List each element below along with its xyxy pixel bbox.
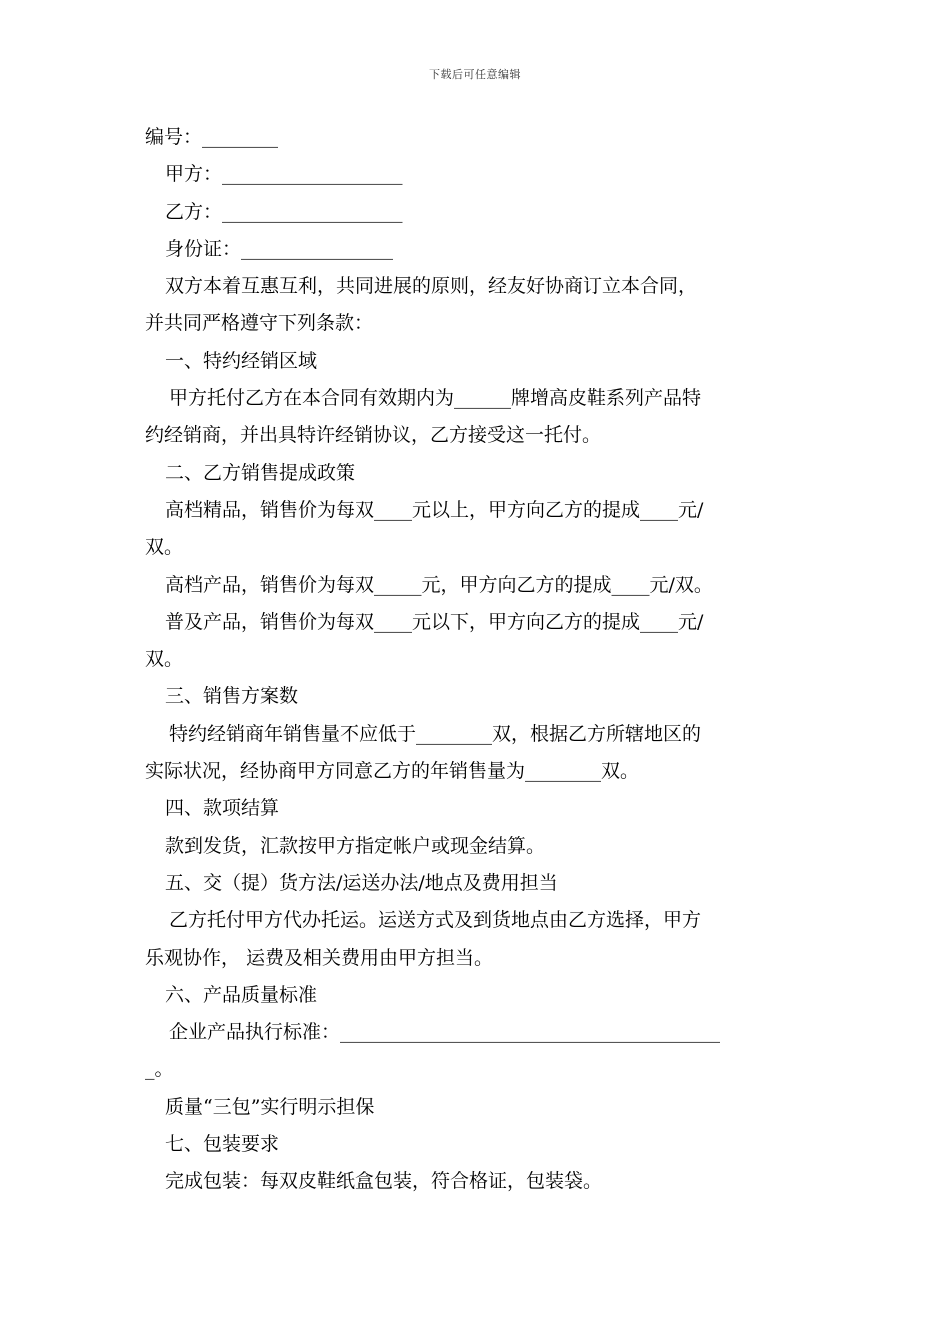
section-4-text: 款到发货，汇款按甲方指定帐户或现金结算。 [165,834,546,857]
preamble-line: 双方本着互惠互利，共同进展的原则，经友好协商订立本合同， [165,275,698,298]
section-5-text: 乙方托付甲方代办托运。运送方式及到货地点由乙方选择，甲方 [169,909,702,932]
section-heading-2: 二、乙方销售提成政策 [165,461,356,484]
section-6-text: _。 [145,1058,174,1081]
section-heading-6: 六、产品质量标准 [165,983,318,1006]
contract-number-field: 编号：________ [145,126,279,148]
page-header-note: 下载后可任意编辑 [429,68,521,81]
section-3-text: 实际状况，经协商甲方同意乙方的年销售量为________双。 [145,760,640,783]
section-1-text: 约经销商，并出具特许经销协议，乙方接受这一托付。 [145,424,602,447]
section-3-text: 特约经销商年销售量不应低于________双，根据乙方所辖地区的 [169,722,702,745]
section-2-text: 普及产品，销售价为每双____元以下，甲方向乙方的提成____元/ [165,610,704,633]
section-6-text: 企业产品执行标准：________________________________________ [169,1021,721,1044]
section-2-text: 高档产品，销售价为每双_____元，甲方向乙方的提成____元/双。 [165,573,713,596]
section-heading-5: 五、交（提）货方法/运送办法/地点及费用担当 [165,871,558,894]
section-heading-4: 四、款项结算 [165,797,280,820]
section-2-text: 双。 [145,648,184,671]
section-6-text: 质量“三包”实行明示担保 [165,1095,375,1118]
section-heading-1: 一、特约经销区域 [165,349,318,372]
preamble-line: 并共同严格遵守下列条款： [145,312,374,335]
section-heading-7: 七、包装要求 [165,1133,280,1156]
section-heading-3: 三、销售方案数 [165,685,299,708]
id-card-field: 身份证：________________ [165,237,394,260]
contract-body [145,119,810,1201]
section-2-text: 双。 [145,536,184,559]
section-1-text: 甲方托付乙方在本合同有效期内为______牌增高皮鞋系列产品特 [169,387,702,410]
section-7-text: 完成包装：每双皮鞋纸盒包装，符合格证，包装袋。 [165,1170,603,1193]
section-5-text: 乐观协作， 运费及相关费用由甲方担当。 [145,946,494,969]
section-2-text: 高档精品，销售价为每双____元以上，甲方向乙方的提成____元/ [165,498,704,521]
party-a-field: 甲方：___________________ [165,163,403,186]
party-b-field: 乙方：___________________ [165,200,403,223]
